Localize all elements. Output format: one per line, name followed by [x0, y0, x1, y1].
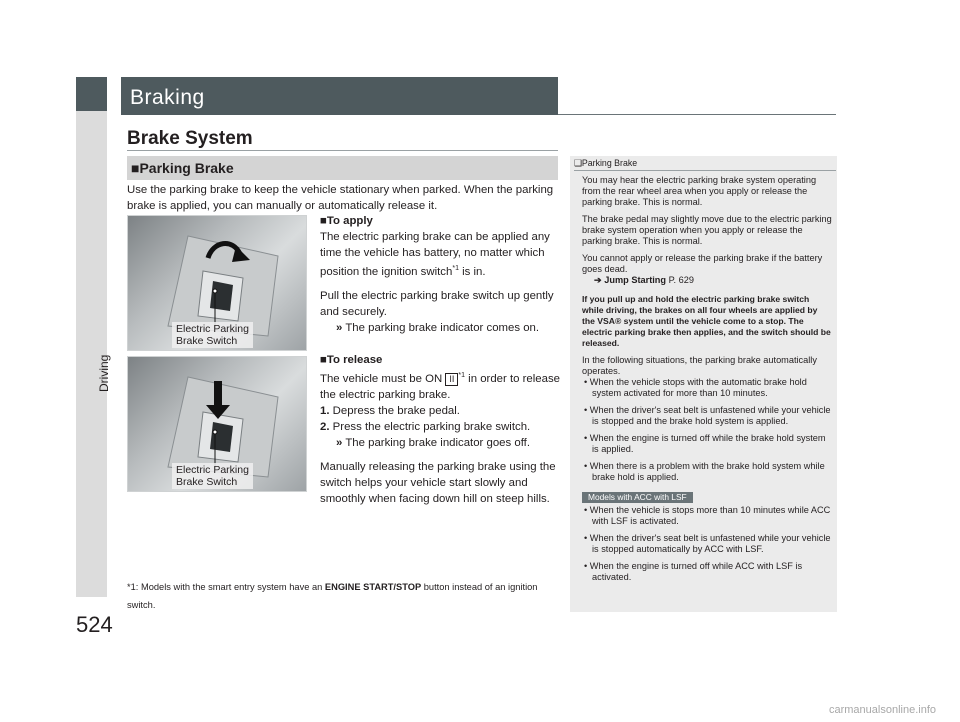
side-bullet-5: • When the vehicle is stops more than 10 minutes while ACC with LSF is activated. [584, 505, 831, 526]
page-number: 524 [76, 612, 113, 637]
release-section [320, 352, 565, 507]
cross-reference[interactable]: ➔ Jump Starting P. 629 [594, 275, 694, 285]
side-note-3: You cannot apply or release the parking brake if the battery goes dead. ➔ Jump Starting P. 629 [582, 253, 823, 285]
release-heading: ■To release [320, 354, 383, 366]
apply-result: » The parking brake indicator comes on. [336, 321, 540, 334]
title-rule [558, 114, 836, 115]
side-note-1: You may hear the electric parking brake system operating from the rear wheel area when you apply or release the parking brake. This is normal. [582, 175, 817, 207]
side-note-4: If you pull up and hold the electric parking brake switch while driving, the brakes on all four wheels are applied by the VSA® system until the vehicle come to a stop. The electric parking brake then applies, and the switch should be released. [582, 294, 831, 348]
side-notes-heading: ❑Parking Brake [574, 158, 638, 168]
section-rule [127, 150, 558, 151]
chapter-sidebar-cap [76, 77, 107, 111]
apply-heading: ■To apply [320, 215, 373, 227]
figure-apply-switch [127, 215, 307, 351]
section-title: Brake System [127, 128, 253, 149]
side-note-5: In the following situations, the parking brake automatically operates. [582, 355, 817, 376]
chapter-title: Braking [130, 86, 205, 109]
intro-paragraph: Use the parking brake to keep the vehicle stationary when parked. When the parking brake is applied, you can manually or automatically release it. [127, 184, 554, 212]
apply-paragraph-2: Pull the electric parking brake switch up gently and securely. [320, 289, 554, 318]
side-notes-rule [574, 170, 836, 171]
release-step-2: 2. Press the electric parking brake switch. [320, 420, 531, 433]
side-bullet-2: • When the driver's seat belt is unfastened while your vehicle is stopped and the brake hold system is applied. [584, 405, 831, 426]
apply-section [320, 213, 565, 336]
side-bullet-1: • When the vehicle stops with the automatic brake hold system activated for more than 10 minutes. [584, 377, 807, 398]
figure-1-label: Electric Parking Brake Switch [172, 322, 253, 348]
release-paragraph-2: Manually releasing the parking brake using the switch helps your vehicle start slowly and smoothly when facing down hill on steep hills. [320, 460, 556, 505]
square-bullet-icon: ■ [320, 354, 327, 366]
release-step-1: 1. Depress the brake pedal. [320, 404, 460, 417]
subsection-title: ■Parking Brake [131, 160, 234, 176]
side-bullet-3: • When the engine is turned off while the brake hold system is applied. [584, 433, 826, 454]
watermark: carmanualsonline.info [828, 704, 936, 716]
side-note-2: The brake pedal may slightly move due to the electric parking brake system operation when you apply or release the parking brake. This is normal. [582, 214, 832, 246]
footnote: *1: Models with the smart entry system have an ENGINE START/STOP button instead of an ignition switch. [127, 582, 538, 610]
ignition-key-icon: II [445, 373, 458, 386]
release-paragraph-1: The vehicle must be ON II $^{*1}$ in order to release the electric parking brake. [320, 372, 560, 401]
side-notes-body [582, 175, 832, 589]
apply-paragraph-1: The electric parking brake can be applied any time the vehicle has battery, no matter which position the ignition switch$^{*1}$ is in. [320, 231, 550, 278]
note-marker-icon: ❑ [574, 158, 582, 168]
square-bullet-icon: ■ [131, 160, 140, 176]
side-bullet-4: • When there is a problem with the brake hold system while brake hold is applied. [584, 461, 825, 482]
chapter-sidebar [76, 77, 107, 597]
figure-release-switch [127, 356, 307, 492]
side-bullet-6: • When the driver's seat belt is unfastened while your vehicle is stopped automatically by ACC with LSF. [584, 533, 831, 554]
sidebar-label: Driving [97, 354, 111, 392]
models-badge: Models with ACC with LSF [582, 492, 693, 503]
side-bullet-7: • When the engine is turned off while ACC with LSF is activated. [584, 561, 803, 582]
square-bullet-icon: ■ [320, 215, 327, 227]
result-arrow-icon: » [336, 321, 343, 334]
result-arrow-icon: » [336, 436, 343, 449]
figure-2-label: Electric Parking Brake Switch [172, 463, 253, 489]
cross-ref-arrow-icon: ➔ [594, 275, 602, 285]
release-result: » The parking brake indicator goes off. [336, 436, 530, 449]
